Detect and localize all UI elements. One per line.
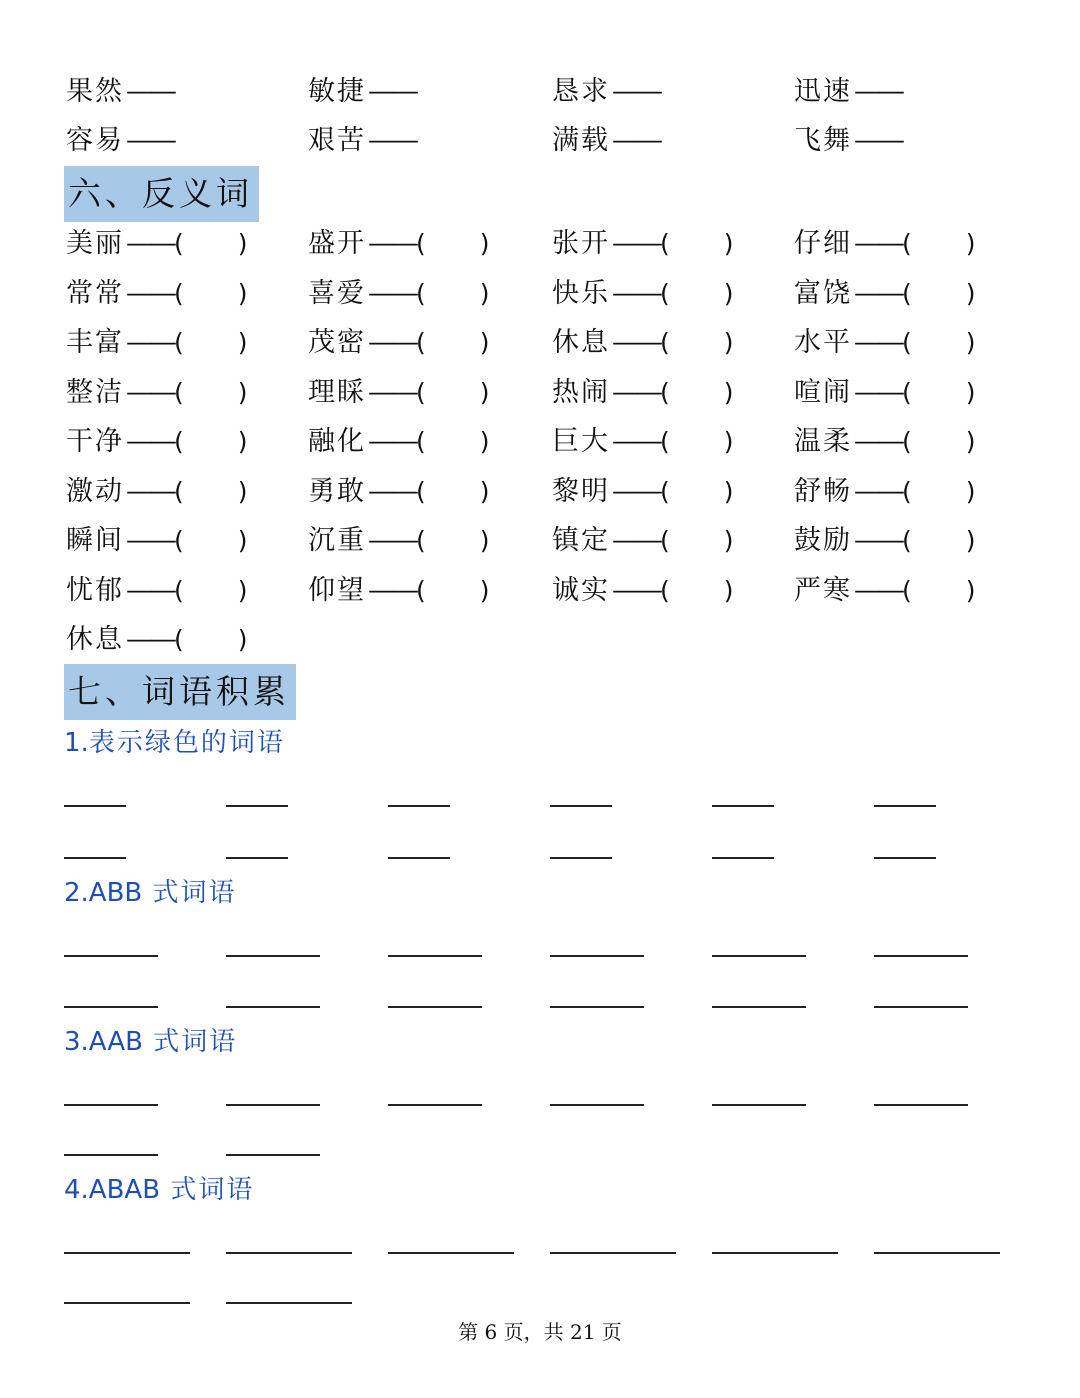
close-paren: ) (237, 377, 250, 407)
antonym-cell (66, 618, 250, 662)
dash: —— (612, 426, 660, 457)
word: 盛开 (308, 228, 366, 259)
open-paren: ( (660, 526, 672, 555)
answer-line[interactable] (712, 1006, 806, 1008)
word: 巨大 (552, 426, 610, 457)
word: 飞舞 (794, 125, 852, 156)
word: 温柔 (794, 426, 852, 457)
answer-line[interactable] (874, 1006, 968, 1008)
word: 美丽 (66, 228, 124, 259)
word: 干净 (66, 426, 124, 457)
open-paren: ( (902, 526, 914, 555)
dash: —— (368, 426, 416, 457)
close-paren: ) (479, 427, 492, 456)
answer-line[interactable] (64, 1104, 158, 1106)
dash: —— (368, 228, 416, 259)
dash: —— (854, 125, 902, 156)
open-paren: ( (902, 427, 914, 456)
word: 仰望 (308, 574, 366, 606)
answer-line[interactable] (550, 955, 644, 957)
answer-line[interactable] (550, 805, 612, 807)
word: 整洁 (66, 376, 124, 408)
open-paren: ( (660, 328, 672, 357)
close-paren: ) (479, 575, 492, 605)
antonym-cell (66, 569, 250, 613)
answer-line[interactable] (874, 805, 936, 807)
open-paren: ( (416, 229, 428, 258)
open-paren: ( (416, 526, 428, 555)
answer-line[interactable] (550, 857, 612, 859)
dash: —— (854, 327, 902, 358)
close-paren: ) (237, 625, 250, 654)
word-cell (66, 70, 174, 114)
word: 恳求 (552, 76, 610, 107)
close-paren: ) (965, 526, 978, 555)
word: 瞬间 (66, 525, 124, 556)
antonym-row (0, 618, 1080, 662)
answer-line[interactable] (874, 955, 968, 957)
dash: —— (368, 376, 416, 408)
open-paren: ( (902, 328, 914, 357)
antonym-cell (794, 321, 978, 365)
word: 满载 (552, 125, 610, 156)
open-paren: ( (902, 575, 914, 605)
antonym-cell (66, 371, 250, 415)
word: 快乐 (552, 277, 610, 309)
answer-line[interactable] (64, 1252, 190, 1254)
open-paren: ( (174, 278, 186, 308)
antonym-cell (308, 321, 492, 365)
sub-item-number: 4.ABAB (64, 1175, 161, 1205)
close-paren: ) (479, 278, 492, 308)
dash: —— (612, 228, 660, 259)
answer-line[interactable] (874, 1252, 1000, 1254)
open-paren: ( (660, 575, 672, 605)
antonym-cell (308, 420, 492, 464)
word-cell (794, 119, 902, 163)
close-paren: ) (237, 575, 250, 605)
antonym-cell (794, 569, 978, 613)
close-paren: ) (965, 278, 978, 308)
answer-line[interactable] (226, 955, 320, 957)
antonym-cell (66, 420, 250, 464)
answer-line[interactable] (64, 1006, 158, 1008)
antonym-cell (794, 519, 978, 563)
open-paren: ( (902, 278, 914, 308)
word: 丰富 (66, 327, 124, 358)
antonym-cell (66, 272, 250, 316)
open-paren: ( (902, 229, 914, 258)
dash: —— (126, 574, 174, 606)
close-paren: ) (723, 328, 736, 357)
antonym-cell (66, 222, 250, 266)
antonym-cell (308, 519, 492, 563)
dash: —— (368, 327, 416, 358)
answer-line[interactable] (388, 805, 450, 807)
open-paren: ( (416, 328, 428, 357)
dash: —— (368, 525, 416, 556)
word-cell (552, 119, 660, 163)
open-paren: ( (174, 328, 186, 357)
word: 容易 (66, 125, 124, 156)
antonym-cell (552, 519, 736, 563)
sub-item-label: 表示绿色的词语 (88, 728, 285, 758)
open-paren: ( (416, 476, 428, 506)
dash: —— (126, 277, 174, 309)
answer-line[interactable] (226, 1006, 320, 1008)
word-cell (308, 119, 416, 163)
antonym-row (0, 272, 1080, 316)
dash: —— (854, 277, 902, 309)
word: 休息 (552, 327, 610, 358)
answer-line[interactable] (712, 805, 774, 807)
open-paren: ( (660, 278, 672, 308)
dash: —— (612, 574, 660, 606)
word: 休息 (66, 624, 124, 655)
page-footer: 第 6 页，共 21 页 (458, 1320, 622, 1344)
close-paren: ) (479, 229, 492, 258)
close-paren: ) (237, 427, 250, 456)
antonym-cell (552, 321, 736, 365)
sub-item-1 (64, 722, 285, 759)
answer-line[interactable] (226, 1154, 320, 1156)
word: 富饶 (794, 277, 852, 309)
dash: —— (854, 228, 902, 259)
word: 镇定 (552, 525, 610, 556)
section-6-heading: 六、反义词 (64, 166, 259, 222)
dash: —— (612, 277, 660, 309)
word: 水平 (794, 327, 852, 358)
dash: —— (126, 125, 174, 156)
close-paren: ) (723, 575, 736, 605)
antonym-cell (308, 470, 492, 514)
sub-item-4 (64, 1169, 254, 1206)
word: 热闹 (552, 376, 610, 408)
close-paren: ) (479, 328, 492, 357)
antonym-cell (794, 371, 978, 415)
dash: —— (612, 76, 660, 107)
dash: —— (612, 376, 660, 408)
dash: —— (612, 475, 660, 507)
dash: —— (612, 125, 660, 156)
open-paren: ( (660, 229, 672, 258)
word: 喧闹 (794, 376, 852, 408)
answer-line[interactable] (64, 805, 126, 807)
dash: —— (126, 475, 174, 507)
open-paren: ( (174, 229, 186, 258)
answer-line[interactable] (226, 805, 288, 807)
dash: —— (368, 574, 416, 606)
antonym-cell (794, 420, 978, 464)
answer-line[interactable] (226, 857, 288, 859)
dash: —— (126, 228, 174, 259)
antonym-cell (308, 371, 492, 415)
word: 仔细 (794, 228, 852, 259)
close-paren: ) (237, 278, 250, 308)
word: 敏捷 (308, 76, 366, 107)
antonym-row (0, 371, 1080, 415)
antonym-cell (794, 272, 978, 316)
word: 艰苦 (308, 125, 366, 156)
answer-line[interactable] (226, 1252, 352, 1254)
dash: —— (368, 277, 416, 309)
word: 黎明 (552, 475, 610, 507)
answer-line[interactable] (388, 1252, 514, 1254)
close-paren: ) (723, 526, 736, 555)
dash: —— (854, 525, 902, 556)
dash: —— (126, 327, 174, 358)
open-paren: ( (660, 476, 672, 506)
sub-item-label: 式词语 (142, 878, 237, 908)
antonym-cell (552, 272, 736, 316)
dash: —— (854, 475, 902, 507)
word-cell (308, 70, 416, 114)
answer-line[interactable] (64, 1154, 158, 1156)
open-paren: ( (174, 575, 186, 605)
antonym-cell (552, 222, 736, 266)
antonym-row (0, 420, 1080, 464)
answer-line[interactable] (550, 1252, 676, 1254)
answer-line[interactable] (712, 857, 774, 859)
answer-line[interactable] (64, 857, 126, 859)
close-paren: ) (965, 476, 978, 506)
sub-item-number: 2.ABB (64, 878, 143, 908)
antonym-cell (552, 470, 736, 514)
dash: —— (126, 376, 174, 408)
answer-line[interactable] (712, 955, 806, 957)
open-paren: ( (660, 377, 672, 407)
word: 沉重 (308, 525, 366, 556)
word: 舒畅 (794, 475, 852, 507)
close-paren: ) (237, 476, 250, 506)
open-paren: ( (416, 427, 428, 456)
dash: —— (126, 525, 174, 556)
word: 勇敢 (308, 475, 366, 507)
dash: —— (854, 76, 902, 107)
close-paren: ) (723, 278, 736, 308)
word-cell (794, 70, 902, 114)
answer-line[interactable] (64, 1302, 190, 1304)
open-paren: ( (902, 476, 914, 506)
antonym-cell (794, 222, 978, 266)
antonym-row (0, 321, 1080, 365)
dash: —— (854, 376, 902, 408)
word: 喜爱 (308, 277, 366, 309)
open-paren: ( (174, 377, 186, 407)
answer-line[interactable] (388, 1104, 482, 1106)
open-paren: ( (174, 625, 186, 654)
synonym-row-2 (0, 119, 1080, 163)
close-paren: ) (965, 575, 978, 605)
answer-line[interactable] (64, 955, 158, 957)
antonym-cell (66, 519, 250, 563)
word: 激动 (66, 475, 124, 507)
antonym-row (0, 222, 1080, 266)
dash: —— (126, 76, 174, 107)
antonym-cell (66, 470, 250, 514)
dash: —— (612, 525, 660, 556)
open-paren: ( (660, 427, 672, 456)
antonym-cell (308, 569, 492, 613)
close-paren: ) (479, 476, 492, 506)
open-paren: ( (174, 476, 186, 506)
antonym-cell (66, 321, 250, 365)
word: 果然 (66, 76, 124, 107)
word: 忧郁 (66, 574, 124, 606)
close-paren: ) (723, 229, 736, 258)
dash: —— (854, 426, 902, 457)
antonym-row (0, 519, 1080, 563)
antonym-cell (552, 371, 736, 415)
word: 严寒 (794, 574, 852, 606)
sub-item-number: 1. (64, 728, 89, 758)
answer-line[interactable] (550, 1006, 644, 1008)
answer-line[interactable] (388, 955, 482, 957)
word: 茂密 (308, 327, 366, 358)
answer-line[interactable] (874, 1104, 968, 1106)
sub-item-number: 3.AAB (64, 1027, 143, 1057)
dash: —— (368, 475, 416, 507)
word: 迅速 (794, 76, 852, 107)
close-paren: ) (723, 427, 736, 456)
open-paren: ( (416, 377, 428, 407)
word: 鼓励 (794, 525, 852, 556)
dash: —— (126, 426, 174, 457)
open-paren: ( (174, 427, 186, 456)
section-7-heading: 七、词语积累 (64, 664, 296, 720)
word: 融化 (308, 426, 366, 457)
answer-line[interactable] (388, 1006, 482, 1008)
answer-line[interactable] (874, 857, 936, 859)
close-paren: ) (723, 476, 736, 506)
open-paren: ( (416, 278, 428, 308)
sub-item-3 (64, 1021, 237, 1058)
close-paren: ) (479, 526, 492, 555)
sub-item-label: 式词语 (142, 1027, 238, 1057)
close-paren: ) (965, 377, 978, 407)
close-paren: ) (237, 229, 250, 258)
sub-item-label: 式词语 (160, 1175, 255, 1205)
close-paren: ) (237, 526, 250, 555)
antonym-row (0, 569, 1080, 613)
answer-line[interactable] (226, 1302, 352, 1304)
antonym-cell (794, 470, 978, 514)
dash: —— (854, 574, 902, 606)
antonym-row (0, 470, 1080, 514)
antonym-cell (308, 222, 492, 266)
answer-line[interactable] (712, 1104, 806, 1106)
dash: —— (368, 76, 416, 107)
close-paren: ) (965, 328, 978, 357)
word: 诚实 (552, 574, 610, 606)
word: 张开 (552, 228, 610, 259)
open-paren: ( (416, 575, 428, 605)
word-cell (552, 70, 660, 114)
word-cell (66, 119, 174, 163)
word: 常常 (66, 277, 124, 309)
close-paren: ) (237, 328, 250, 357)
sub-item-2 (64, 872, 237, 909)
open-paren: ( (174, 526, 186, 555)
dash: —— (368, 125, 416, 156)
antonym-cell (552, 569, 736, 613)
antonym-cell (552, 420, 736, 464)
answer-line[interactable] (226, 1104, 320, 1106)
close-paren: ) (479, 377, 492, 407)
open-paren: ( (902, 377, 914, 407)
word: 理睬 (308, 376, 366, 408)
synonym-row-1 (0, 70, 1080, 114)
answer-line[interactable] (712, 1252, 838, 1254)
answer-line[interactable] (550, 1104, 644, 1106)
dash: —— (612, 327, 660, 358)
dash: —— (126, 624, 174, 655)
close-paren: ) (965, 229, 978, 258)
close-paren: ) (965, 427, 978, 456)
close-paren: ) (723, 377, 736, 407)
antonym-cell (308, 272, 492, 316)
answer-line[interactable] (388, 857, 450, 859)
